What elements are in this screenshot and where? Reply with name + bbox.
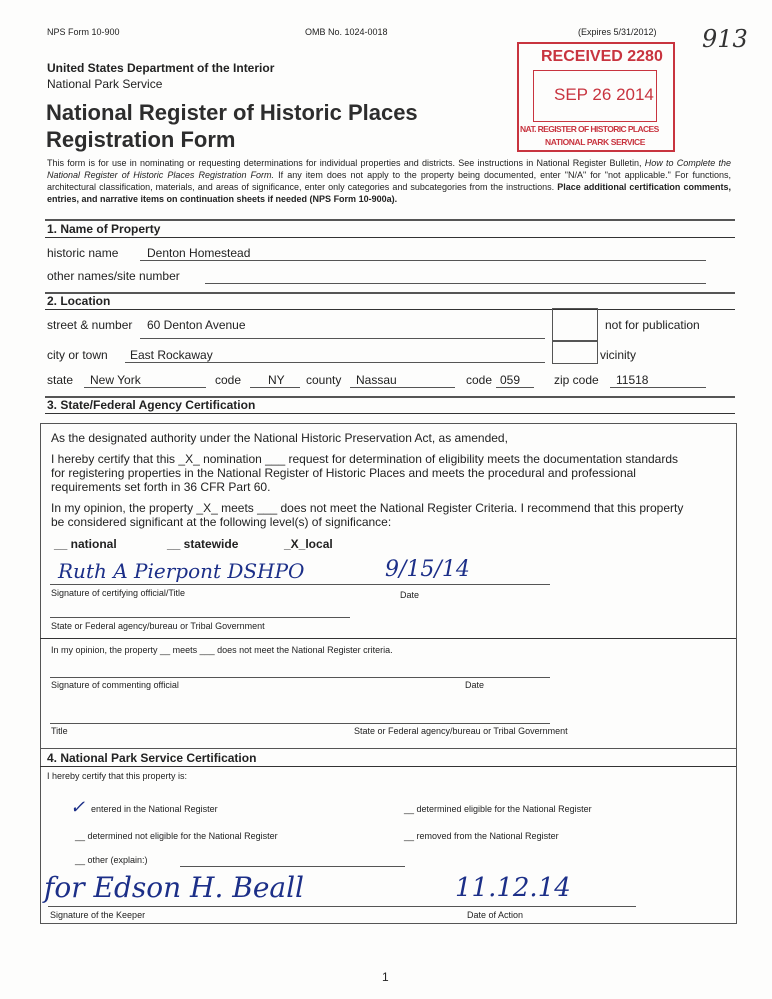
vicinity-checkbox[interactable] <box>552 340 598 364</box>
nomination-mark[interactable]: _X_ <box>178 452 200 466</box>
received-stamp <box>517 42 675 152</box>
comment-opinion: In my opinion, the property __ meets ___ does not meet the National Register criteria. <box>51 645 393 655</box>
nps-intro: I hereby certify that this property is: <box>47 771 188 781</box>
zip-label: zip code <box>554 373 599 387</box>
page-number: 1 <box>382 970 389 984</box>
page-title: National Register of Historic Places <box>46 100 418 125</box>
authority-text: As the designated authority under the National Historic Preservation Act, as amended, <box>51 431 508 445</box>
not-for-publication-checkbox[interactable] <box>552 308 598 342</box>
title-label: Title <box>51 726 68 736</box>
section-2-heading: 2. Location <box>47 294 111 308</box>
option-other[interactable]: __ other (explain:) <box>75 855 148 865</box>
option-removed[interactable]: __ removed from the National Register <box>404 831 559 841</box>
certify-line: I hereby certify that this _X_ nomination ___ request for determination of eligibility meets the documentation standards <box>51 452 679 466</box>
state-code-label: code <box>215 373 242 387</box>
certify-line-2: for registering properties in the National Register of Historic Places and meets the procedural and professional <box>51 466 636 480</box>
county-label: county <box>306 373 342 387</box>
vicinity-label: vicinity <box>600 348 637 362</box>
level-national[interactable]: __ national <box>54 537 117 551</box>
historic-name-label: historic name <box>47 246 119 260</box>
agency-label: State or Federal agency/bureau or Tribal Government <box>51 621 265 631</box>
comment-agency-label: State or Federal agency/bureau or Tribal Government <box>354 726 568 736</box>
level-statewide[interactable]: __ statewide <box>167 537 239 551</box>
handwritten-number: 913 <box>702 25 748 53</box>
city-label: city or town <box>47 348 108 362</box>
county-field[interactable]: Nassau <box>356 373 397 387</box>
form-number: NPS Form 10-900 <box>47 27 120 37</box>
check-mark-icon[interactable]: ✓ <box>70 797 86 818</box>
signature-label: Signature of certifying official/Title <box>51 588 186 598</box>
street-label: street & number <box>47 318 133 332</box>
state-field[interactable]: New York <box>90 373 141 387</box>
meets-mark[interactable]: _X_ <box>196 501 218 515</box>
service: National Park Service <box>47 77 163 91</box>
not-for-publication-label: not for publication <box>605 318 700 332</box>
zip-field[interactable]: 11518 <box>616 373 649 387</box>
stamp-date: SEP 26 2014 <box>554 85 654 104</box>
commenting-signature-label: Signature of commenting official <box>51 680 179 690</box>
stamp-received: RECEIVED 2280 <box>541 48 663 65</box>
keeper-label: Signature of the Keeper <box>50 910 146 920</box>
option-determined-eligible[interactable]: __ determined eligible for the National Register <box>404 804 592 814</box>
expiration: (Expires 5/31/2012) <box>578 27 657 37</box>
opinion-line: In my opinion, the property _X_ meets ___ does not meet the National Register Criteria. I recommend that this property <box>51 501 684 515</box>
keeper-signature: for Edson H. Beall <box>44 871 304 904</box>
state-code-field[interactable]: NY <box>268 373 285 387</box>
stamp-line1: NAT. REGISTER OF HISTORIC PLACES <box>520 124 659 134</box>
other-names-label: other names/site number <box>47 269 180 283</box>
option-entered: entered in the National Register <box>91 804 218 814</box>
other-explain-field[interactable] <box>180 866 405 867</box>
date-label: Date <box>400 590 420 600</box>
page-subtitle: Registration Form <box>46 127 236 152</box>
section-3-heading: 3. State/Federal Agency Certification <box>47 398 256 412</box>
comment-date-label: Date <box>465 680 485 690</box>
certifying-date: 9/15/14 <box>385 557 470 582</box>
option-not-eligible[interactable]: __ determined not eligible for the National Register <box>75 831 278 841</box>
county-code-field[interactable]: 059 <box>500 373 521 387</box>
street-field[interactable]: 60 Denton Avenue <box>147 318 246 332</box>
certifying-signature: Ruth A Pierpont DSHPO <box>58 559 305 583</box>
historic-name-field[interactable]: Denton Homestead <box>147 246 251 260</box>
level-local[interactable]: _X_local <box>284 537 333 551</box>
section-4-heading: 4. National Park Service Certification <box>47 751 257 765</box>
action-date: 11.12.14 <box>455 873 571 903</box>
county-code-label: code <box>466 373 493 387</box>
certify-line-3: requirements set forth in 36 CFR Part 60. <box>51 480 271 494</box>
state-label: state <box>47 373 74 387</box>
omb-number: OMB No. 1024-0018 <box>305 27 388 37</box>
opinion-line-2: be considered significant at the following level(s) of significance: <box>51 515 392 529</box>
department: United States Department of the Interior <box>47 61 275 75</box>
instructions-paragraph: This form is for use in nominating or requesting determinations for individual properties and districts. See instructions in National Register Bulletin, How to Complete the National Register of Historic Places Registration Form. If any item does not apply to the property being documented, enter "N/A" for "not applicable." For functions, architectural classification, materials, and areas of significance, enter only categories and subcategories from the instructions. Place additional certification comments, entries, and narrative items on continuation sheets if needed (NPS Form 10-900a). <box>47 158 732 204</box>
section-1-heading: 1. Name of Property <box>47 222 161 236</box>
other-names-field[interactable] <box>205 283 706 284</box>
action-date-label: Date of Action <box>467 910 524 920</box>
stamp-line2: NATIONAL PARK SERVICE <box>545 137 646 147</box>
city-field[interactable]: East Rockaway <box>130 348 213 362</box>
